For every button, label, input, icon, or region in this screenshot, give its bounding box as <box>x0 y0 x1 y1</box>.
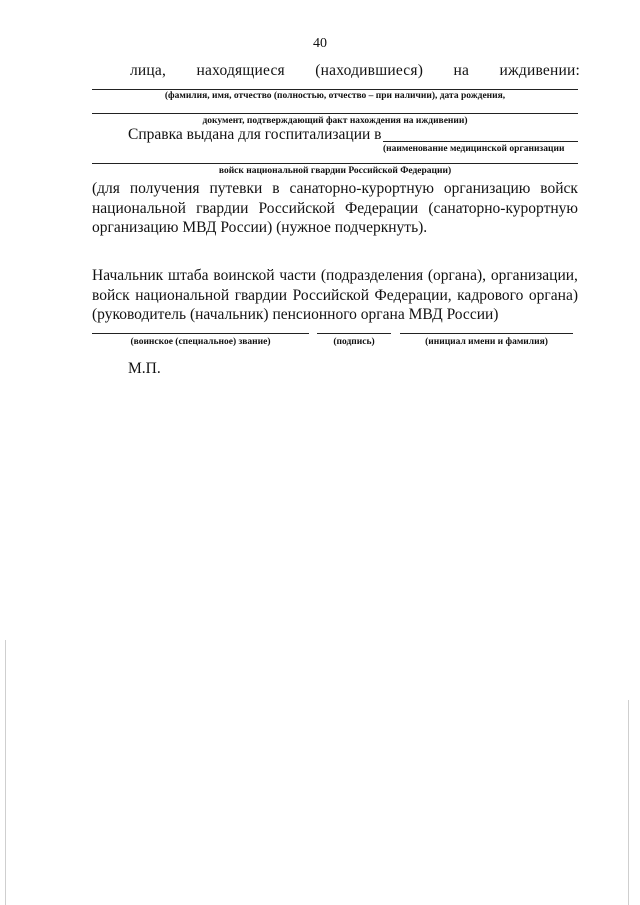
rank-signature-line <box>92 333 309 334</box>
word: в <box>272 180 280 197</box>
header-word: иждивении: <box>499 62 580 79</box>
caption-dependency-document: документ, подтверждающий факт нахождения на иждивении) <box>202 116 468 126</box>
word: штаба <box>168 267 209 284</box>
word: Российской <box>292 286 369 304</box>
word: (для <box>92 180 120 197</box>
paragraph-line <box>92 286 578 306</box>
header-word: находящиеся <box>196 62 285 79</box>
word: национальной <box>92 199 186 217</box>
caption-name: (инициал имени и фамилия) <box>425 337 548 347</box>
certificate-label: Справка выдана для госпитализации в <box>128 126 382 143</box>
page-number: 40 <box>313 36 327 51</box>
paragraph-last-line: организацию МВД России) (нужное подчеркнуть). <box>92 219 428 236</box>
fill-in-line-1 <box>92 89 578 90</box>
word: гвардии <box>234 286 288 304</box>
dependents-header-line <box>130 62 580 80</box>
paragraph-line <box>92 266 578 286</box>
paragraph-line <box>92 179 578 199</box>
caption-signature: (подпись) <box>333 337 375 347</box>
fill-in-line-3 <box>92 163 578 164</box>
word: получения <box>129 180 200 197</box>
scan-margin-line <box>5 640 6 905</box>
header-word: (находившиеся) <box>315 62 424 79</box>
word: воинской <box>213 267 275 284</box>
voucher-paragraph <box>92 179 578 238</box>
word: Федерации <box>345 199 419 217</box>
caption-medical-organization: (наименование медицинской организации <box>383 144 565 154</box>
word: кадрового <box>457 286 524 304</box>
header-word: лица, <box>130 62 167 79</box>
caption-full-name: (фамилия, имя, отчество (полностью, отчество – при наличии), дата рождения, <box>164 91 506 101</box>
caption-rank: (воинское (специальное) звание) <box>130 337 271 347</box>
stamp-placeholder: М.П. <box>128 360 161 377</box>
signature-line <box>317 333 391 334</box>
word: Начальник <box>92 267 164 284</box>
word: (санаторно-курортную <box>428 199 578 217</box>
word: организацию <box>443 180 531 197</box>
word: (подразделения <box>320 267 424 284</box>
word: санаторно-курортную <box>289 180 434 197</box>
scan-margin-line-right <box>628 700 629 905</box>
header-word: на <box>453 62 470 79</box>
medical-organization-line <box>383 141 578 142</box>
word: Федерации, <box>374 286 452 304</box>
word: национальной <box>135 286 230 304</box>
caption-national-guard: войск национальной гвардии Российской Федерации) <box>218 166 452 176</box>
word: органа) <box>528 286 578 304</box>
word: путевки <box>209 180 263 197</box>
word: войск <box>92 286 130 304</box>
paragraph-line <box>92 199 578 219</box>
paragraph-last-line: (руководитель (начальник) пенсионного органа МВД России) <box>92 306 499 323</box>
name-signature-line <box>400 333 573 334</box>
fill-in-line-2 <box>92 113 578 114</box>
word: части <box>279 267 317 284</box>
word: Российской <box>258 199 335 217</box>
word: гвардии <box>196 199 249 217</box>
word: (органа), <box>427 267 487 284</box>
chief-of-staff-paragraph <box>92 266 578 325</box>
word: организации, <box>490 267 578 284</box>
word: войск <box>540 180 578 197</box>
